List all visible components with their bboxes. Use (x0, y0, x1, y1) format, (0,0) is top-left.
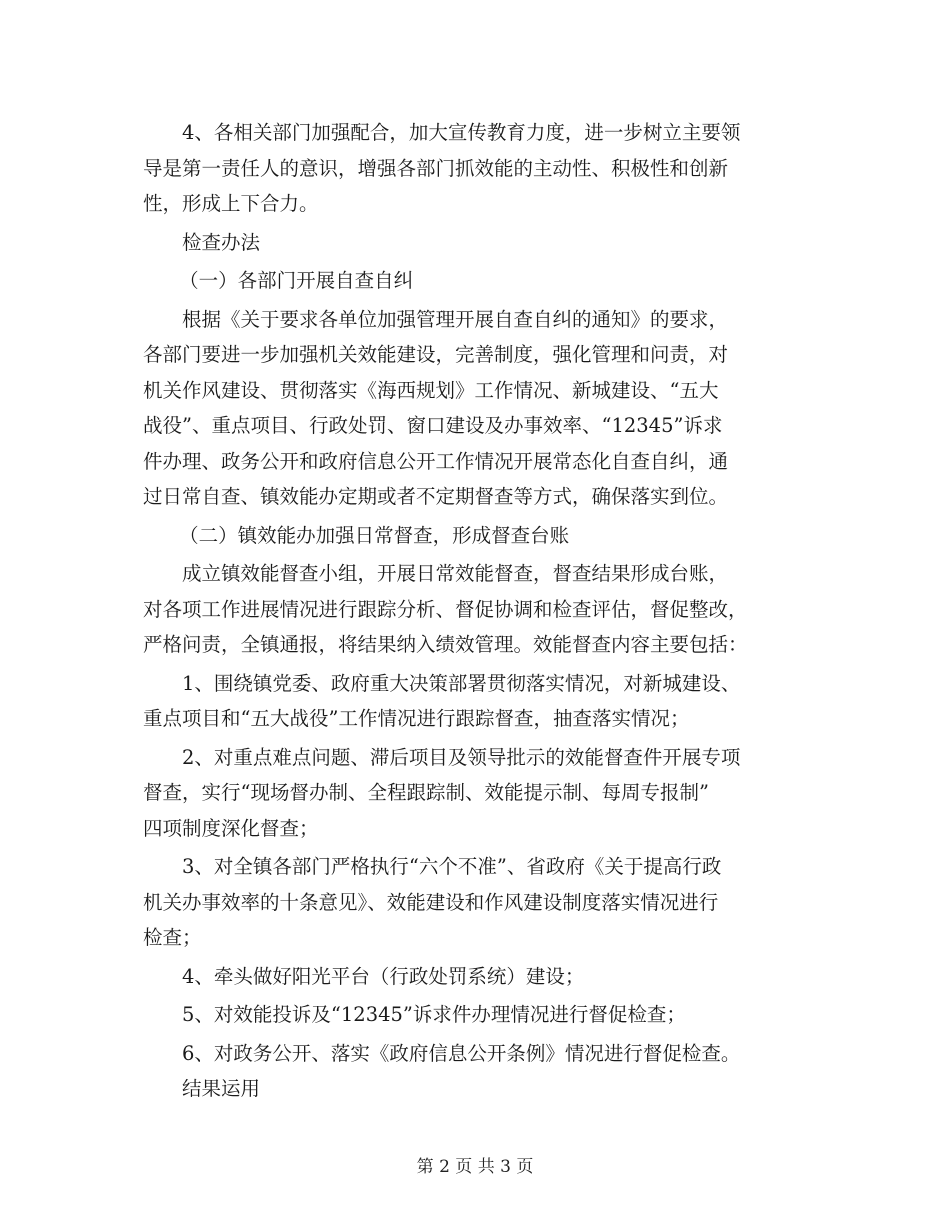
text-line: 对各项工作进展情况进行跟踪分析、督促协调和检查评估，督促整改， (143, 597, 748, 621)
section-heading-inspection-method: 检查办法 (182, 230, 261, 254)
text-line: 四项制度深化督查； (143, 816, 319, 840)
text-line: 1、围绕镇党委、政府重大决策部署贯彻落实情况，对新城建设、 (182, 671, 741, 695)
paragraph-self-check (143, 302, 813, 515)
text-line: 督查，实行“现场督办制、全程跟踪制、效能提示制、每周专报制” (143, 781, 709, 804)
text-line: 机关作风建设、贯彻落实《海西规划》工作情况、新城建设、“五大 (143, 378, 719, 402)
list-item-3 (143, 849, 813, 956)
paragraph-supervision-group (143, 556, 813, 663)
text-line: 4、各相关部门加强配合，加大宣传教育力度，进一步树立主要领 (182, 121, 741, 144)
document-body (143, 115, 813, 1107)
list-item-6 (143, 1036, 813, 1072)
list-item-2 (143, 740, 813, 847)
subsection-heading-self-check: （一）各部门开展自查自纠 (179, 269, 414, 292)
page-number-footer: 第 2 页 共 3 页 (416, 1157, 534, 1177)
text-line: 5、对效能投诉及“12345”诉求件办理情况进行督促检查； (182, 1003, 686, 1026)
text-line: 成立镇效能督查小组，开展日常效能督查，督查结果形成台账， (182, 562, 729, 585)
text-line: 各部门要进一步加强机关效能建设，完善制度，强化管理和问责，对 (143, 343, 729, 366)
text-line: 2、对重点难点问题、滞后项目及领导批示的效能督查件开展专项 (182, 745, 741, 769)
text-line: 4、牵头做好阳光平台（行政处罚系统）建设； (182, 964, 585, 988)
list-item-4 (143, 959, 813, 995)
text-line: 件办理、政务公开和政府信息公开工作情况开展常态化自查自纠，通 (143, 449, 729, 473)
text-line: 重点项目和“五大战役”工作情况进行跟踪督查，抽查落实情况； (143, 707, 690, 730)
subsection-heading-daily-supervision: （二）镇效能办加强日常督查，形成督查台账 (179, 523, 570, 547)
text-line: 导是第一责任人的意识，增强各部门抓效能的主动性、积极性和创新 (143, 156, 729, 180)
text-line: 性，形成上下合力。 (143, 192, 319, 215)
list-item-5 (143, 997, 813, 1033)
text-line: 过日常自查、镇效能办定期或者不定期督查等方式，确保落实到位。 (143, 485, 729, 508)
text-line: 检查； (143, 926, 202, 949)
text-line: 6、对政务公开、落实《政府信息公开条例》情况进行督促检查。 (182, 1041, 741, 1065)
section-heading-result-usage: 结果运用 (182, 1077, 261, 1100)
paragraph-item-4-cooperation (143, 115, 813, 222)
text-line: 战役”、重点项目、行政处罚、窗口建设及办事效率、“12345”诉求 (143, 414, 723, 437)
text-line: 严格问责，全镇通报，将结果纳入绩效管理。效能督查内容主要包括： (143, 633, 748, 656)
text-line: 机关办事效率的十条意见》、效能建设和作风建设制度落实情况进行 (143, 890, 719, 914)
text-line: 3、对全镇各部门严格执行“六个不准”、省政府《关于提高行政 (182, 855, 722, 878)
text-line: 根据《关于要求各单位加强管理开展自查自纠的通知》的要求， (182, 307, 729, 331)
list-item-1 (143, 666, 813, 737)
